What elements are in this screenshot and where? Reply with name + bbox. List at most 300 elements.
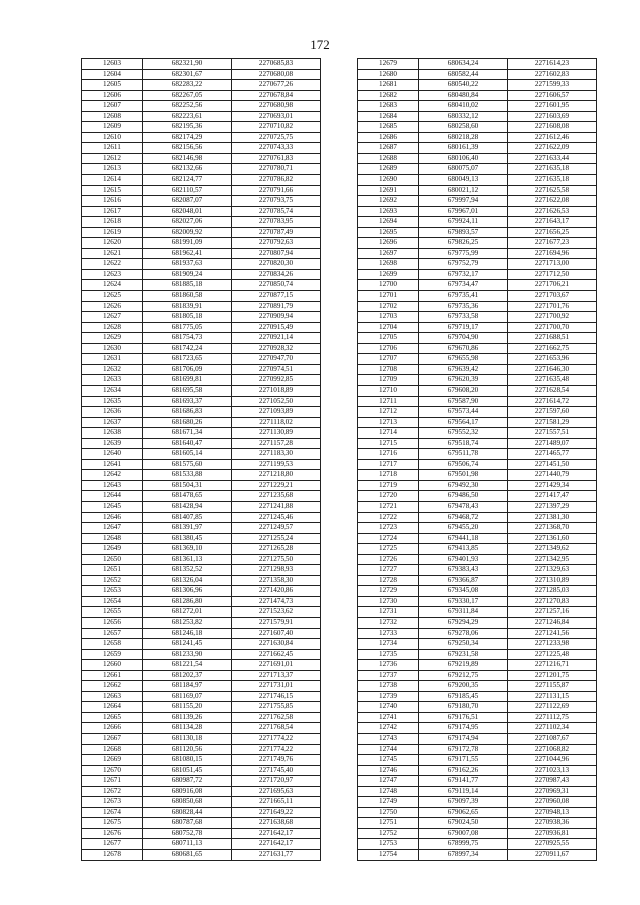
table-row (82, 480, 321, 491)
x-coordinate-cell: 679441,18 (419, 533, 508, 544)
y-coordinate-cell: 2271642,17 (232, 839, 321, 850)
x-coordinate-cell: 680828,44 (143, 807, 232, 818)
x-coordinate-cell: 679478,43 (419, 501, 508, 512)
y-coordinate-cell: 2270680,98 (232, 101, 321, 112)
point-number-cell: 12612 (82, 153, 143, 164)
point-number-cell: 12721 (358, 501, 419, 512)
x-coordinate-cell: 681051,45 (143, 765, 232, 776)
point-number-cell: 12720 (358, 491, 419, 502)
y-coordinate-cell: 2271131,15 (508, 691, 597, 702)
y-coordinate-cell: 2271630,84 (232, 639, 321, 650)
y-coordinate-cell: 2270850,74 (232, 280, 321, 291)
x-coordinate-cell: 679492,30 (419, 480, 508, 491)
y-coordinate-cell: 2270911,67 (508, 850, 597, 861)
point-number-cell: 12673 (82, 797, 143, 808)
table-row (358, 617, 597, 628)
point-number-cell: 12745 (358, 755, 419, 766)
y-coordinate-cell: 2271329,63 (508, 565, 597, 576)
y-coordinate-cell: 2270992,85 (232, 375, 321, 386)
x-coordinate-cell: 681504,31 (143, 480, 232, 491)
point-number-cell: 12623 (82, 269, 143, 280)
x-coordinate-cell: 681860,58 (143, 291, 232, 302)
y-coordinate-cell: 2270725,75 (232, 132, 321, 143)
y-coordinate-cell: 2270938,36 (508, 818, 597, 829)
x-coordinate-cell: 681184,97 (143, 681, 232, 692)
point-number-cell: 12655 (82, 607, 143, 618)
point-number-cell: 12644 (82, 491, 143, 502)
y-coordinate-cell: 2271102,34 (508, 723, 597, 734)
point-number-cell: 12743 (358, 734, 419, 745)
point-number-cell: 12698 (358, 259, 419, 270)
y-coordinate-cell: 2271342,95 (508, 554, 597, 565)
point-number-cell: 12622 (82, 259, 143, 270)
x-coordinate-cell: 678997,34 (419, 850, 508, 861)
x-coordinate-cell: 679573,44 (419, 407, 508, 418)
y-coordinate-cell: 2270783,95 (232, 217, 321, 228)
point-number-cell: 12717 (358, 459, 419, 470)
y-coordinate-cell: 2271688,51 (508, 333, 597, 344)
point-number-cell: 12678 (82, 850, 143, 861)
table-row (358, 501, 597, 512)
point-number-cell: 12685 (358, 122, 419, 133)
point-number-cell: 12652 (82, 575, 143, 586)
y-coordinate-cell: 2271606,57 (508, 90, 597, 101)
x-coordinate-cell: 679174,94 (419, 734, 508, 745)
y-coordinate-cell: 2271397,29 (508, 501, 597, 512)
y-coordinate-cell: 2271241,88 (232, 501, 321, 512)
y-coordinate-cell: 2270921,14 (232, 333, 321, 344)
table-row (358, 343, 597, 354)
table-row (358, 818, 597, 829)
y-coordinate-cell: 2271225,48 (508, 649, 597, 660)
x-coordinate-cell: 679655,98 (419, 354, 508, 365)
x-coordinate-cell: 681352,52 (143, 565, 232, 576)
point-number-cell: 12729 (358, 586, 419, 597)
table-row (358, 101, 597, 112)
table-row (82, 723, 321, 734)
y-coordinate-cell: 2271713,37 (232, 670, 321, 681)
y-coordinate-cell: 2270678,84 (232, 90, 321, 101)
x-coordinate-cell: 679639,42 (419, 364, 508, 375)
table-row (358, 575, 597, 586)
table-row (358, 196, 597, 207)
x-coordinate-cell: 681080,15 (143, 755, 232, 766)
x-coordinate-cell: 679330,17 (419, 596, 508, 607)
x-coordinate-cell: 681246,18 (143, 628, 232, 639)
y-coordinate-cell: 2271625,58 (508, 185, 597, 196)
y-coordinate-cell: 2271122,69 (508, 702, 597, 713)
point-number-cell: 12722 (358, 512, 419, 523)
point-number-cell: 12694 (358, 217, 419, 228)
x-coordinate-cell: 681326,04 (143, 575, 232, 586)
point-number-cell: 12748 (358, 786, 419, 797)
point-number-cell: 12615 (82, 185, 143, 196)
y-coordinate-cell: 2271183,30 (232, 449, 321, 460)
point-number-cell: 12628 (82, 322, 143, 333)
y-coordinate-cell: 2270947,70 (232, 354, 321, 365)
table-row (358, 565, 597, 576)
table-row (82, 797, 321, 808)
y-coordinate-cell: 2271052,50 (232, 396, 321, 407)
table-row (358, 291, 597, 302)
y-coordinate-cell: 2271762,58 (232, 712, 321, 723)
point-number-cell: 12647 (82, 523, 143, 534)
table-row (82, 132, 321, 143)
x-coordinate-cell: 681253,82 (143, 617, 232, 628)
table-row (82, 248, 321, 259)
point-number-cell: 12676 (82, 828, 143, 839)
x-coordinate-cell: 678999,75 (419, 839, 508, 850)
table-row (358, 322, 597, 333)
point-number-cell: 12732 (358, 617, 419, 628)
point-number-cell: 12696 (358, 238, 419, 249)
point-number-cell: 12654 (82, 596, 143, 607)
x-coordinate-cell: 679250,34 (419, 639, 508, 650)
x-coordinate-cell: 682087,07 (143, 196, 232, 207)
point-number-cell: 12653 (82, 586, 143, 597)
y-coordinate-cell: 2271599,33 (508, 80, 597, 91)
x-coordinate-cell: 679024,50 (419, 818, 508, 829)
x-coordinate-cell: 681361,13 (143, 554, 232, 565)
point-number-cell: 12736 (358, 660, 419, 671)
table-row (358, 459, 597, 470)
point-number-cell: 12617 (82, 206, 143, 217)
x-coordinate-cell: 679171,55 (419, 755, 508, 766)
y-coordinate-cell: 2271638,68 (232, 818, 321, 829)
x-coordinate-cell: 680332,12 (419, 111, 508, 122)
y-coordinate-cell: 2271246,84 (508, 617, 597, 628)
y-coordinate-cell: 2271677,23 (508, 238, 597, 249)
table-row (358, 512, 597, 523)
table-row (358, 280, 597, 291)
x-coordinate-cell: 679733,58 (419, 312, 508, 323)
y-coordinate-cell: 2271199,53 (232, 459, 321, 470)
point-number-cell: 12754 (358, 850, 419, 861)
table-row (358, 797, 597, 808)
table-row (358, 164, 597, 175)
y-coordinate-cell: 2271706,21 (508, 280, 597, 291)
table-row (358, 153, 597, 164)
point-number-cell: 12639 (82, 438, 143, 449)
point-number-cell: 12677 (82, 839, 143, 850)
y-coordinate-cell: 2271270,83 (508, 596, 597, 607)
x-coordinate-cell: 679180,70 (419, 702, 508, 713)
x-coordinate-cell: 682321,90 (143, 59, 232, 70)
table-row (358, 755, 597, 766)
table-row (358, 639, 597, 650)
y-coordinate-cell: 2270680,08 (232, 69, 321, 80)
y-coordinate-cell: 2271451,50 (508, 459, 597, 470)
table-row (358, 238, 597, 249)
table-row (358, 227, 597, 238)
point-number-cell: 12658 (82, 639, 143, 650)
table-row (82, 786, 321, 797)
point-number-cell: 12665 (82, 712, 143, 723)
table-row (82, 59, 321, 70)
table-row (358, 217, 597, 228)
x-coordinate-cell: 679511,78 (419, 449, 508, 460)
y-coordinate-cell: 2271523,62 (232, 607, 321, 618)
x-coordinate-cell: 679506,74 (419, 459, 508, 470)
y-coordinate-cell: 2270987,43 (508, 776, 597, 787)
y-coordinate-cell: 2271665,11 (232, 797, 321, 808)
y-coordinate-cell: 2271275,50 (232, 554, 321, 565)
y-coordinate-cell: 2270928,32 (232, 343, 321, 354)
table-row (358, 670, 597, 681)
x-coordinate-cell: 680480,84 (419, 90, 508, 101)
y-coordinate-cell: 2271691,01 (232, 660, 321, 671)
x-coordinate-cell: 679518,74 (419, 438, 508, 449)
point-number-cell: 12719 (358, 480, 419, 491)
point-number-cell: 12690 (358, 175, 419, 186)
point-number-cell: 12702 (358, 301, 419, 312)
table-row (358, 607, 597, 618)
y-coordinate-cell: 2271633,44 (508, 153, 597, 164)
x-coordinate-cell: 680582,44 (419, 69, 508, 80)
x-coordinate-cell: 679468,72 (419, 512, 508, 523)
y-coordinate-cell: 2271622,09 (508, 143, 597, 154)
x-coordinate-cell: 680075,07 (419, 164, 508, 175)
point-number-cell: 12661 (82, 670, 143, 681)
x-coordinate-cell: 679162,26 (419, 765, 508, 776)
table-row (358, 533, 597, 544)
table-row (82, 196, 321, 207)
x-coordinate-cell: 680916,08 (143, 786, 232, 797)
y-coordinate-cell: 2270974,51 (232, 364, 321, 375)
y-coordinate-cell: 2270761,83 (232, 153, 321, 164)
y-coordinate-cell: 2271622,08 (508, 196, 597, 207)
point-number-cell: 12619 (82, 227, 143, 238)
x-coordinate-cell: 681478,65 (143, 491, 232, 502)
point-number-cell: 12666 (82, 723, 143, 734)
x-coordinate-cell: 682174,29 (143, 132, 232, 143)
x-coordinate-cell: 681962,41 (143, 248, 232, 259)
x-coordinate-cell: 681706,09 (143, 364, 232, 375)
table-row (82, 80, 321, 91)
table-row (82, 354, 321, 365)
point-number-cell: 12740 (358, 702, 419, 713)
point-number-cell: 12739 (358, 691, 419, 702)
x-coordinate-cell: 681202,37 (143, 670, 232, 681)
x-coordinate-cell: 682009,92 (143, 227, 232, 238)
y-coordinate-cell: 2271626,53 (508, 206, 597, 217)
point-number-cell: 12693 (358, 206, 419, 217)
table-row (358, 449, 597, 460)
point-number-cell: 12715 (358, 438, 419, 449)
table-row (82, 122, 321, 133)
y-coordinate-cell: 2271713,00 (508, 259, 597, 270)
point-number-cell: 12684 (358, 111, 419, 122)
point-number-cell: 12630 (82, 343, 143, 354)
x-coordinate-cell: 679413,85 (419, 544, 508, 555)
table-row (358, 364, 597, 375)
y-coordinate-cell: 2270743,33 (232, 143, 321, 154)
x-coordinate-cell: 681272,01 (143, 607, 232, 618)
table-row (358, 333, 597, 344)
x-coordinate-cell: 679278,06 (419, 628, 508, 639)
point-number-cell: 12723 (358, 523, 419, 534)
point-number-cell: 12606 (82, 90, 143, 101)
point-number-cell: 12660 (82, 660, 143, 671)
table-row (358, 776, 597, 787)
table-row (82, 702, 321, 713)
y-coordinate-cell: 2270786,82 (232, 175, 321, 186)
x-coordinate-cell: 681885,18 (143, 280, 232, 291)
y-coordinate-cell: 2271218,80 (232, 470, 321, 481)
table-row (358, 723, 597, 734)
y-coordinate-cell: 2270780,71 (232, 164, 321, 175)
y-coordinate-cell: 2270793,75 (232, 196, 321, 207)
x-coordinate-cell: 680218,28 (419, 132, 508, 143)
x-coordinate-cell: 679383,43 (419, 565, 508, 576)
x-coordinate-cell: 679366,87 (419, 575, 508, 586)
table-row (358, 596, 597, 607)
table-row (358, 491, 597, 502)
x-coordinate-cell: 679752,79 (419, 259, 508, 270)
y-coordinate-cell: 2270909,94 (232, 312, 321, 323)
point-number-cell: 12641 (82, 459, 143, 470)
x-coordinate-cell: 680850,68 (143, 797, 232, 808)
x-coordinate-cell: 679231,58 (419, 649, 508, 660)
y-coordinate-cell: 2271749,76 (232, 755, 321, 766)
point-number-cell: 12718 (358, 470, 419, 481)
y-coordinate-cell: 2271731,01 (232, 681, 321, 692)
y-coordinate-cell: 2271087,67 (508, 734, 597, 745)
table-row (82, 101, 321, 112)
x-coordinate-cell: 679174,95 (419, 723, 508, 734)
table-row (358, 734, 597, 745)
x-coordinate-cell: 679200,35 (419, 681, 508, 692)
y-coordinate-cell: 2271712,50 (508, 269, 597, 280)
y-coordinate-cell: 2271768,54 (232, 723, 321, 734)
point-number-cell: 12713 (358, 417, 419, 428)
y-coordinate-cell: 2271130,89 (232, 428, 321, 439)
y-coordinate-cell: 2271489,07 (508, 438, 597, 449)
x-coordinate-cell: 681754,73 (143, 333, 232, 344)
y-coordinate-cell: 2271216,71 (508, 660, 597, 671)
table-row (82, 850, 321, 861)
table-row (82, 839, 321, 850)
x-coordinate-cell: 679311,84 (419, 607, 508, 618)
table-row (82, 111, 321, 122)
table-row (82, 744, 321, 755)
y-coordinate-cell: 2270785,74 (232, 206, 321, 217)
y-coordinate-cell: 2271607,40 (232, 628, 321, 639)
y-coordinate-cell: 2270925,55 (508, 839, 597, 850)
x-coordinate-cell: 680681,65 (143, 850, 232, 861)
point-number-cell: 12688 (358, 153, 419, 164)
table-row (358, 385, 597, 396)
y-coordinate-cell: 2270960,08 (508, 797, 597, 808)
x-coordinate-cell: 681241,45 (143, 639, 232, 650)
point-number-cell: 12691 (358, 185, 419, 196)
point-number-cell: 12608 (82, 111, 143, 122)
table-row (82, 312, 321, 323)
table-row (82, 776, 321, 787)
table-row (82, 586, 321, 597)
table-row (82, 617, 321, 628)
y-coordinate-cell: 2271628,54 (508, 385, 597, 396)
table-row (358, 175, 597, 186)
table-row (358, 185, 597, 196)
x-coordinate-cell: 682223,61 (143, 111, 232, 122)
x-coordinate-cell: 681991,09 (143, 238, 232, 249)
x-coordinate-cell: 679719,17 (419, 322, 508, 333)
y-coordinate-cell: 2271310,89 (508, 575, 597, 586)
y-coordinate-cell: 2271695,63 (232, 786, 321, 797)
point-number-cell: 12609 (82, 122, 143, 133)
point-number-cell: 12643 (82, 480, 143, 491)
y-coordinate-cell: 2271581,29 (508, 417, 597, 428)
point-number-cell: 12669 (82, 755, 143, 766)
x-coordinate-cell: 679587,90 (419, 396, 508, 407)
x-coordinate-cell: 679097,39 (419, 797, 508, 808)
x-coordinate-cell: 682027,06 (143, 217, 232, 228)
table-row (82, 364, 321, 375)
y-coordinate-cell: 2271381,30 (508, 512, 597, 523)
x-coordinate-cell: 681221,54 (143, 660, 232, 671)
table-row (358, 554, 597, 565)
point-number-cell: 12620 (82, 238, 143, 249)
point-number-cell: 12618 (82, 217, 143, 228)
table-row (82, 470, 321, 481)
y-coordinate-cell: 2270891,79 (232, 301, 321, 312)
point-number-cell: 12605 (82, 80, 143, 91)
point-number-cell: 12692 (358, 196, 419, 207)
x-coordinate-cell: 682252,56 (143, 101, 232, 112)
table-row (358, 586, 597, 597)
y-coordinate-cell: 2271474,73 (232, 596, 321, 607)
table-row (82, 322, 321, 333)
point-number-cell: 12714 (358, 428, 419, 439)
x-coordinate-cell: 679185,45 (419, 691, 508, 702)
table-row (358, 765, 597, 776)
point-number-cell: 12634 (82, 385, 143, 396)
y-coordinate-cell: 2271157,28 (232, 438, 321, 449)
y-coordinate-cell: 2271701,76 (508, 301, 597, 312)
coordinates-table-left (81, 58, 321, 861)
x-coordinate-cell: 680634,24 (419, 59, 508, 70)
point-number-cell: 12640 (82, 449, 143, 460)
x-coordinate-cell: 681428,94 (143, 501, 232, 512)
point-number-cell: 12733 (358, 628, 419, 639)
y-coordinate-cell: 2271557,51 (508, 428, 597, 439)
y-coordinate-cell: 2271361,60 (508, 533, 597, 544)
y-coordinate-cell: 2270936,81 (508, 828, 597, 839)
table-row (82, 438, 321, 449)
x-coordinate-cell: 681686,83 (143, 407, 232, 418)
table-row (82, 428, 321, 439)
point-number-cell: 12751 (358, 818, 419, 829)
point-number-cell: 12610 (82, 132, 143, 143)
y-coordinate-cell: 2271233,98 (508, 639, 597, 650)
table-row (358, 712, 597, 723)
point-number-cell: 12687 (358, 143, 419, 154)
point-number-cell: 12642 (82, 470, 143, 481)
table-row (82, 670, 321, 681)
table-row (358, 828, 597, 839)
point-number-cell: 12750 (358, 807, 419, 818)
point-number-cell: 12689 (358, 164, 419, 175)
x-coordinate-cell: 681407,85 (143, 512, 232, 523)
x-coordinate-cell: 679735,41 (419, 291, 508, 302)
y-coordinate-cell: 2270693,01 (232, 111, 321, 122)
point-number-cell: 12613 (82, 164, 143, 175)
y-coordinate-cell: 2271579,91 (232, 617, 321, 628)
y-coordinate-cell: 2271465,77 (508, 449, 597, 460)
y-coordinate-cell: 2271635,18 (508, 164, 597, 175)
table-row (82, 291, 321, 302)
